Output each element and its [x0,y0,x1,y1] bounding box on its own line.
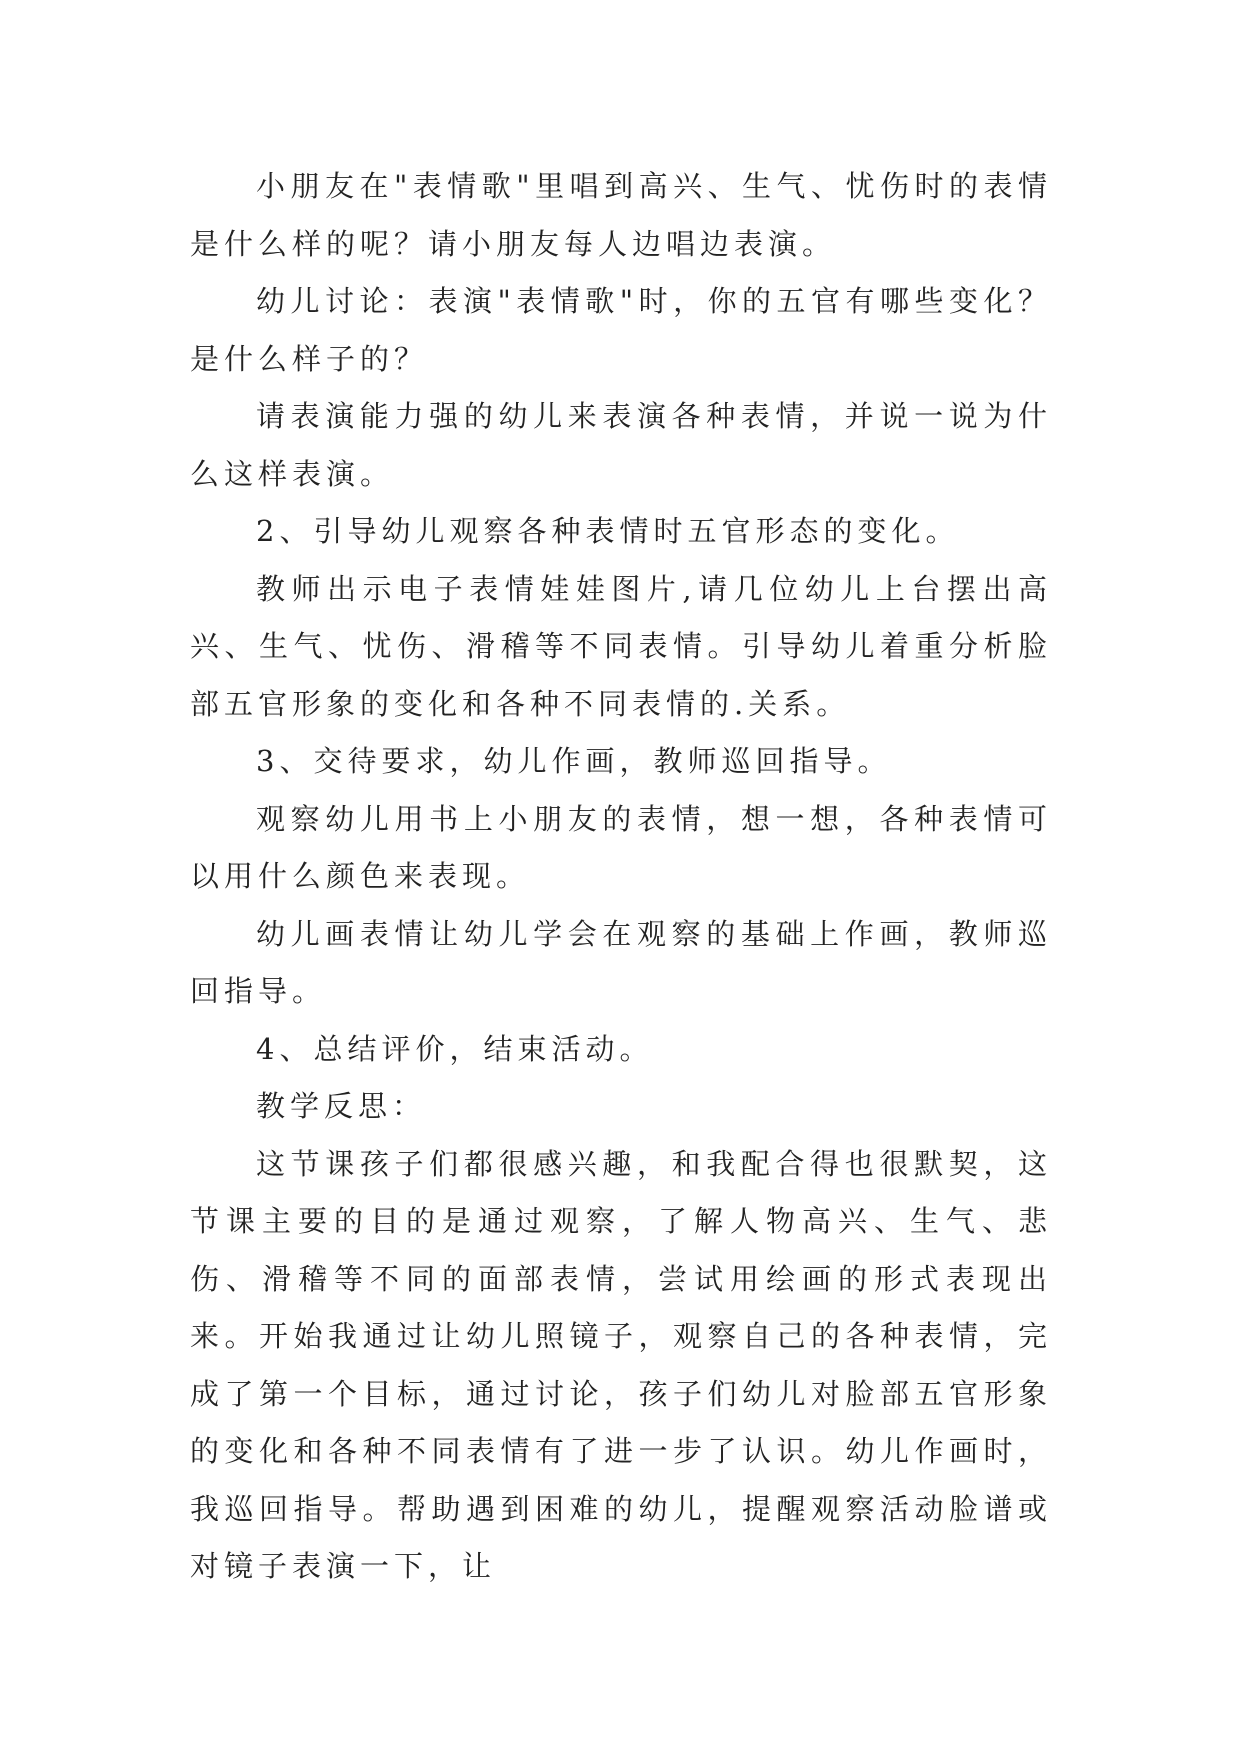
paragraph: 幼儿画表情让幼儿学会在观察的基础上作画，教师巡回指导。 [190,916,1052,1008]
document-body [190,158,1052,1596]
paragraph: 2、引导幼儿观察各种表情时五官形态的变化。 [256,514,960,548]
paragraph: 4、总结评价，结束活动。 [256,1031,654,1066]
section-heading: 教学反思： [256,1089,427,1123]
paragraph: 教师出示电子表情娃娃图片,请几位幼儿上台摆出高兴、生气、忧伤、滑稽等不同表情。引导幼儿着重分析脸部五官形象的变化和各种不同表情的.关系。 [190,571,1052,721]
paragraph: 3、交待要求，幼儿作画，教师巡回指导。 [256,744,892,778]
paragraph: 请表演能力强的幼儿来表演各种表情，并说一说为什么这样表演。 [190,399,1052,491]
paragraph: 这节课孩子们都很感兴趣，和我配合得也很默契，这节课主要的目的是通过观察，了解人物高兴、生气、悲伤、滑稽等不同的面部表情，尝试用绘画的形式表现出来。开始我通过让幼儿照镜子，观察自己的各种表情，完成了第一个目标，通过讨论，孩子们幼儿对脸部五官形象的变化和各种不同表情有了进一步了认识。幼儿作画时，我巡回指导。帮助遇到困难的幼儿，提醒观察活动脸谱或对镜子表演一下，让 [190,1146,1052,1583]
paragraph: 观察幼儿用书上小朋友的表情，想一想，各种表情可以用什么颜色来表现。 [190,801,1052,893]
paragraph: 幼儿讨论：表演"表情歌"时，你的五官有哪些变化？是什么样子的？ [190,284,1052,376]
paragraph: 小朋友在"表情歌"里唱到高兴、生气、忧伤时的表情是什么样的呢？请小朋友每人边唱边表演。 [190,169,1052,261]
